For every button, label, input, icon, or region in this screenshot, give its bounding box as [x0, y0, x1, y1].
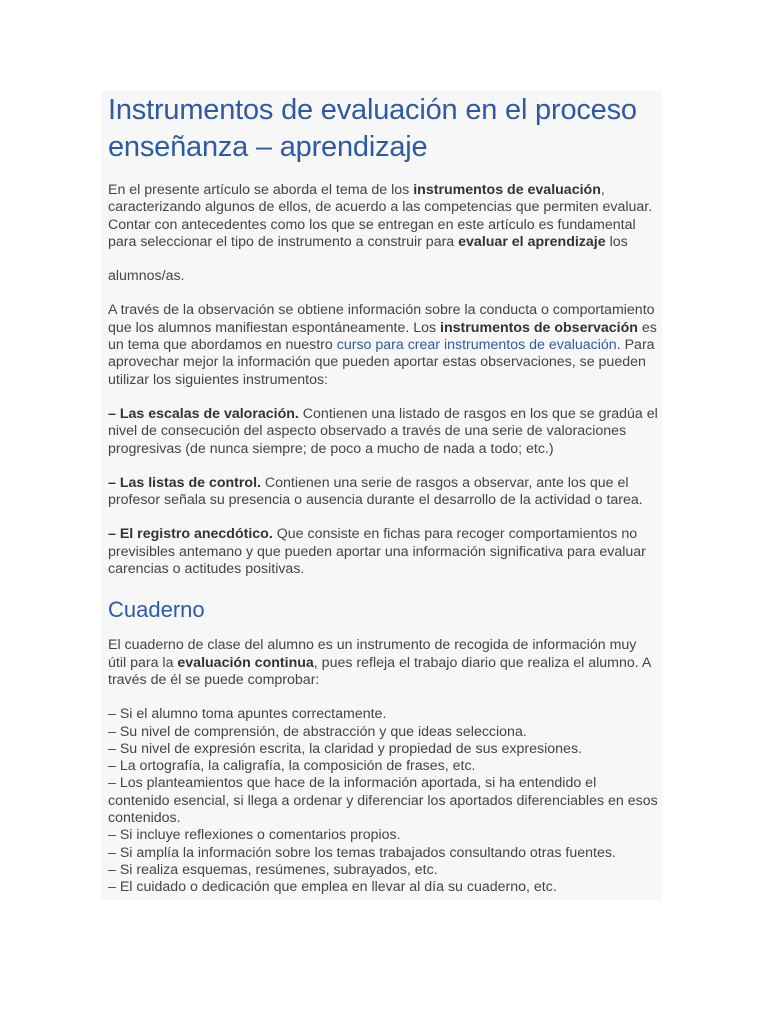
instrument-paragraph-scales — [108, 406, 658, 458]
cuaderno-bold-1: evaluación continua — [177, 654, 314, 671]
list-item: – Su nivel de expresión escrita, la claridad y propiedad de sus expresiones. — [108, 740, 582, 757]
list-item: – Si amplía la información sobre los temas trabajados consultando otras fuentes. — [108, 844, 616, 861]
article-panel — [101, 91, 662, 900]
intro-tail: alumnos/as. — [108, 268, 185, 285]
list-item: – La ortografía, la caligrafía, la composición de frases, etc. — [108, 758, 476, 775]
list-item: – Si incluye reflexiones o comentarios propios. — [108, 827, 401, 844]
instrument-bold-checklists: – Las listas de control. — [108, 474, 261, 491]
instrument-text-anecdotal: Que consiste en fichas para recoger comportamientos no previsibles antemano y que pueden aportar una información significativa para evaluar carencias o actitudes positivas. — [108, 526, 646, 578]
article-title: Instrumentos de evaluación en el proceso enseñanza – aprendizaje — [108, 94, 637, 163]
list-item: – Su nivel de comprensión, de abstracción y que ideas selecciona. — [108, 723, 527, 740]
list-item: – Si el alumno toma apuntes correctamente. — [108, 706, 387, 723]
observation-text-2: es un tema que abordamos en nuestro — [108, 319, 657, 354]
intro-text-2: , caracterizando algunos de ellos, de acuerdo a las competencias que permiten evaluar. Contar con antecedentes como los que se entregan en este artículo es fundamental para seleccionar el tipo de instrumento a construir para — [108, 182, 653, 250]
intro-bold-1: instrumentos de evaluación — [413, 182, 601, 198]
list-item: – El cuidado o dedicación que emplea en llevar al día su cuaderno, etc. — [108, 879, 557, 896]
list-item: – Los planteamientos que hace de la información aportada, si ha entendido el contenido esencial, si llega a ordenar y diferenciar los aportados diferenciables en esos contenidos. — [108, 775, 658, 827]
instrument-text-scales: Contienen una listado de rasgos en los que se gradúa el nivel de consecución del aspecto observado a través de una serie de valoraciones progresivas (de nunca siempre; de poco a mucho de nada a todo; etc.) — [108, 405, 658, 457]
instrument-paragraph-checklists — [108, 475, 658, 510]
observation-text-1: A través de la observación se obtiene información sobre la conducta o comportamiento que los alumnos manifiestan espontáneamente. Los — [108, 302, 655, 336]
course-link[interactable]: curso para crear instrumentos de evaluación — [336, 337, 617, 354]
instrument-bold-anecdotal: – El registro anecdótico. — [108, 526, 273, 543]
observation-paragraph — [108, 302, 658, 388]
instrument-paragraph-anecdotal — [108, 526, 658, 578]
intro-text-1: En el presente artículo se aborda el tema de los — [108, 182, 414, 198]
cuaderno-text-2: , pues refleja el trabajo diario que realiza el alumno. A través de él se puede comprobar: — [108, 654, 651, 688]
cuaderno-heading: Cuaderno — [108, 597, 205, 623]
list-item: – Si realiza esquemas, resúmenes, subrayados, etc. — [108, 861, 438, 878]
instrument-bold-scales: – Las escalas de valoración. — [108, 405, 299, 422]
instrument-text-checklists: Contienen una serie de rasgos a observar, ante los que el profesor señala su presencia o ausencia durante el desarrollo de la actividad o tarea. — [108, 474, 643, 509]
observation-bold-1: instrumentos de observación — [440, 319, 638, 336]
intro-text-3: los — [605, 233, 628, 250]
intro-bold-2: evaluar el aprendizaje — [458, 233, 606, 250]
intro-paragraph — [108, 182, 658, 251]
cuaderno-list — [108, 706, 658, 896]
observation-text-3: . Para aprovechar mejor la información que pueden aportar estas observaciones, se pueden utilizar los siguientes instrumentos: — [108, 337, 655, 388]
cuaderno-paragraph — [108, 637, 658, 689]
cuaderno-text-1: El cuaderno de clase del alumno es un instrumento de recogida de información muy útil para la — [108, 637, 637, 671]
